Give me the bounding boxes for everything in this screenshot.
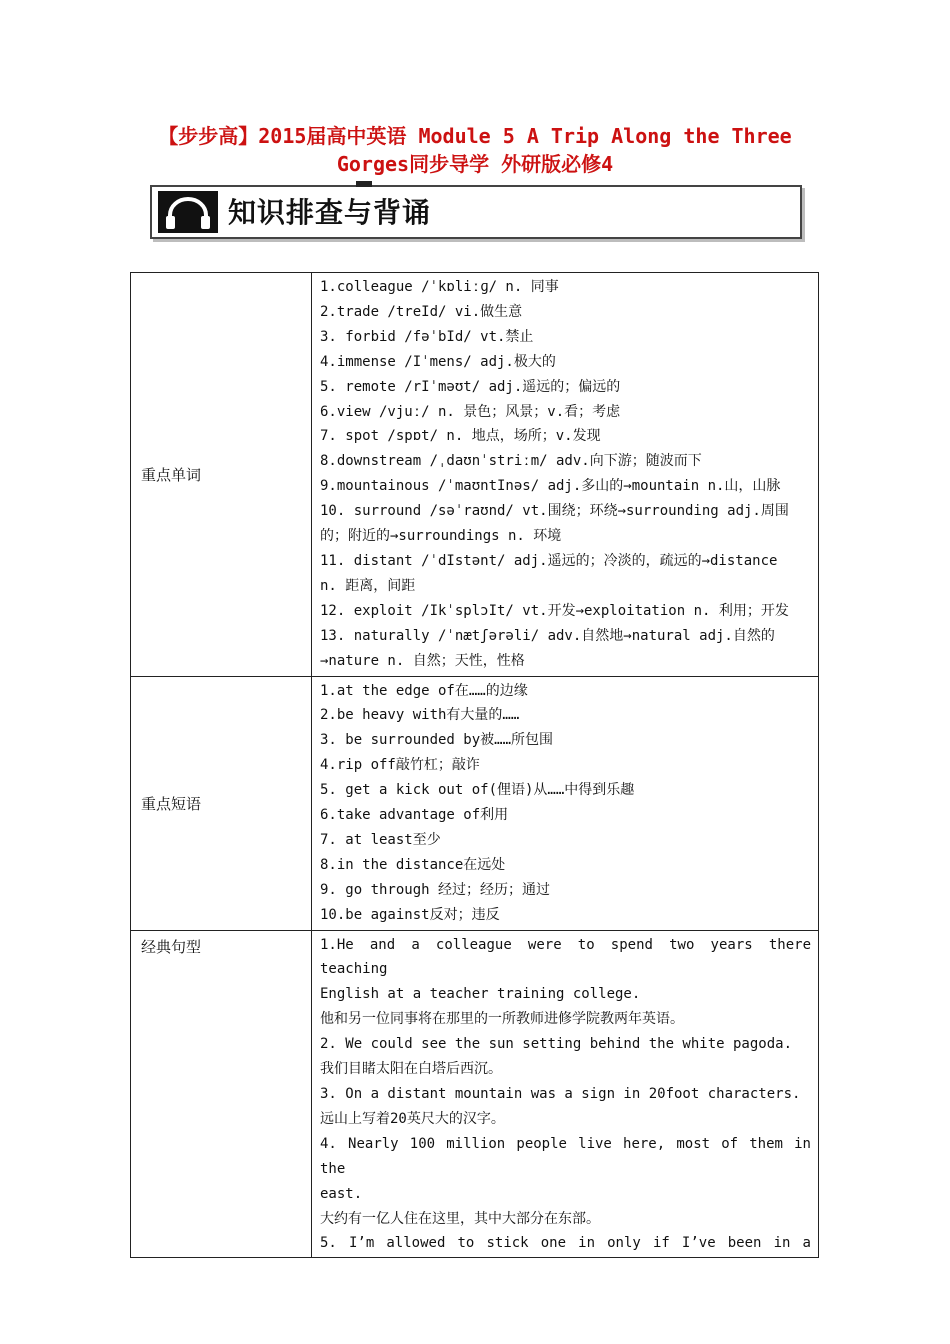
headphones-icon: [158, 191, 218, 233]
document-title: [130, 122, 820, 178]
phrase-line: 5. get a kick out of(俚语)从……中得到乐趣: [320, 782, 635, 799]
phrase-line: 8.in the distance在远处: [320, 856, 506, 873]
table-row-sentences: [131, 930, 819, 1258]
sentence-translation: 他和另一位同事将在那里的一所教师进修学院教两年英语。: [320, 1011, 684, 1028]
word-line: 11. distant /ˈdIstənt/ adj.遥远的；冷淡的，疏远的→distance: [320, 552, 778, 569]
word-line: 1.colleague /ˈkɒliːɡ/ n. 同事: [320, 279, 559, 295]
words-cell: [312, 273, 819, 677]
sentence-line: 4. Nearly 100 million people live here, most of them in the: [320, 1135, 811, 1177]
sentence-translation: 大约有一亿人住在这里，其中大部分在东部。: [320, 1210, 600, 1227]
phrase-line: 6.take advantage of利用: [320, 807, 509, 824]
phrase-line: 7. at least至少: [320, 831, 441, 848]
sentence-line: 2. We could see the sun setting behind the white pagoda.: [320, 1036, 793, 1053]
word-line: 6.view /vjuː/ n. 景色；风景；v.看；考虑: [320, 403, 621, 420]
word-line: 2.trade /treId/ vi.做生意: [320, 303, 523, 320]
word-line: 4.immense /Iˈmens/ adj.极大的: [320, 353, 556, 370]
word-line: 的；附近的→surroundings n. 环境: [320, 528, 562, 545]
phrase-line: 4.rip off敲竹杠；敲诈: [320, 757, 480, 774]
document-title-line-1: 【步步高】2015届高中英语 Module 5 A Trip Along the Three: [158, 124, 792, 148]
phrase-line: 9. go through 经过；经历；通过: [320, 881, 551, 898]
row-label-phrases: 重点短语: [131, 676, 312, 930]
word-line: 3. forbid /fəˈbId/ vt.禁止: [320, 328, 534, 345]
word-line: 9.mountainous /ˈmaʊntInəs/ adj.多山的→mountain n.山，山脉: [320, 478, 781, 495]
word-line: n. 距离，间距: [320, 577, 416, 594]
sentence-translation: 我们目睹太阳在白塔后西沉。: [320, 1061, 502, 1078]
word-line: →nature n. 自然；天性，性格: [320, 652, 525, 669]
section-banner: [150, 185, 802, 239]
row-label-words: 重点单词: [131, 273, 312, 677]
document-title-line-2: Gorges同步导学 外研版必修4: [336, 152, 614, 176]
sentence-translation: 远山上写着20英尺大的汉字。: [320, 1110, 505, 1127]
phrase-line: 1.at the edge of在……的边缘: [320, 682, 528, 699]
banner-title: 知识排查与背诵: [228, 196, 432, 229]
phrase-line: 2.be heavy with有大量的……: [320, 707, 520, 724]
phrase-line: 10.be against反对；违反: [320, 906, 500, 923]
banner-tab-decoration: [356, 181, 372, 187]
word-line: 10. surround /səˈraʊnd/ vt.围绕；环绕→surrounding adj.周围: [320, 503, 789, 520]
phrases-cell: [312, 676, 819, 930]
word-line: 13. naturally /ˈnætʃərəli/ adv.自然地→natural adj.自然的: [320, 627, 775, 644]
sentences-cell: [312, 930, 819, 1258]
word-line: 5. remote /rIˈməʊt/ adj.遥远的；偏远的: [320, 378, 621, 395]
sentence-line: 5. I’m allowed to stick one in only if I’ve been in a: [320, 1235, 811, 1252]
word-line: 8.downstream /ˌdaʊnˈstriːm/ adv.向下游；随波而下: [320, 453, 702, 470]
table-row-phrases: [131, 676, 819, 930]
sentence-line: 3. On a distant mountain was a sign in 20foot characters.: [320, 1086, 801, 1102]
table-row-words: [131, 273, 819, 677]
row-label-sentences: 经典句型: [131, 930, 312, 1258]
phrase-line: 3. be surrounded by被……所包围: [320, 732, 554, 749]
word-line: 7. spot /spɒt/ n. 地点，场所；v.发现: [320, 428, 601, 445]
sentence-line: east.: [320, 1185, 363, 1202]
word-line: 12. exploit /IkˈsplɔIt/ vt.开发→exploitation n. 利用；开发: [320, 602, 789, 619]
sentence-line: 1.He and a colleague were to spend two years there teaching: [320, 936, 811, 978]
knowledge-table: [130, 272, 819, 1258]
sentence-line: English at a teacher training college.: [320, 986, 641, 1003]
